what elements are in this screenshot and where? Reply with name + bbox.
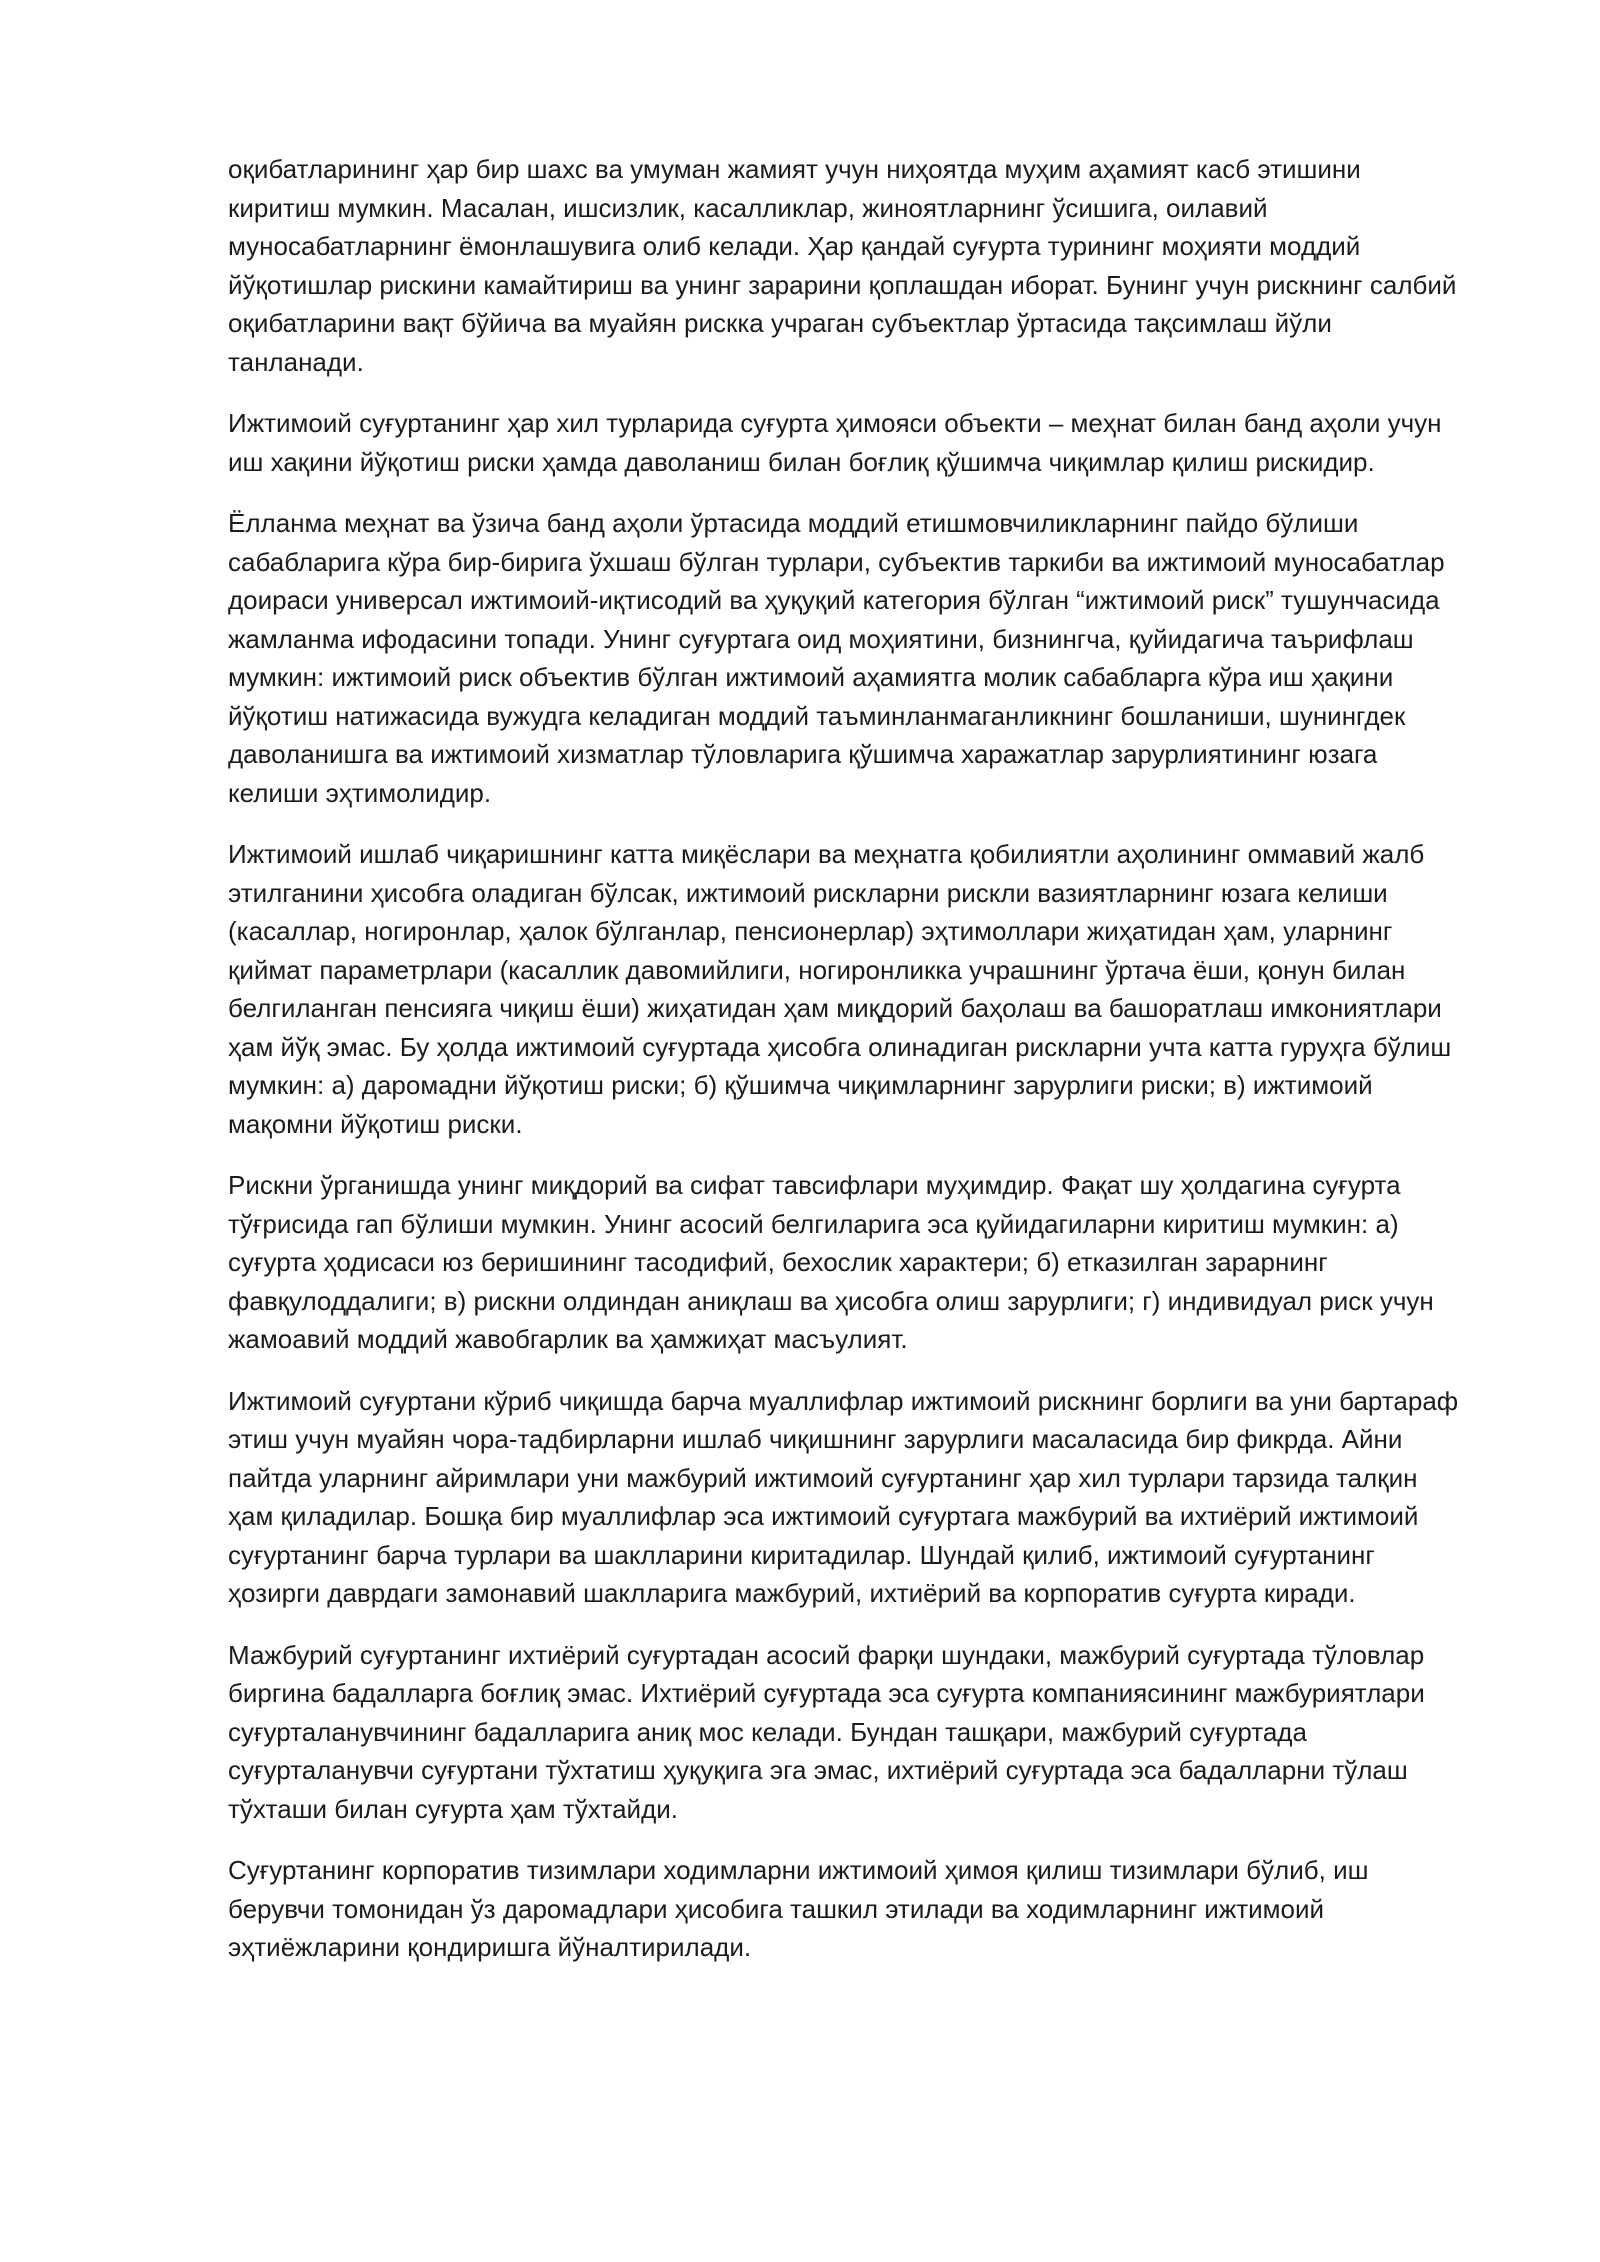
paragraph-1: оқибатларининг ҳар бир шахс ва умуман жамият учун ниҳоятда муҳим аҳамият касб этишини киритиш мумкин. Масалан, ишсизлик, касалликлар, жиноятларнинг ўсишига, оилавий муносабатларнинг ёмонлашувига олиб келади. Ҳар қандай суғурта турининг моҳияти моддий йўқотишлар рискини камайтириш ва унинг зарарини қоплашдан иборат. Бунинг учун рискнинг салбий оқибатларини вақт бўйича ва муайян рискка учраган субъектлар ўртасида тақсимлаш йўли танланади. <box>228 154 1457 377</box>
paragraph-4: Ижтимоий ишлаб чиқаришнинг катта миқёслари ва меҳнатга қобилиятли аҳолининг оммавий жалб этилганини ҳисобга оладиган бўлсак, ижтимоий рискларни рискли вазиятларнинг юзага келиши (касаллар, ногиронлар, ҳалок бўлганлар, пенсионерлар) эҳтимоллари жиҳатидан ҳам, уларнинг қиймат параметрлари (касаллик давомийлиги, ногиронликка учрашнинг ўртача ёши, қонун билан белгиланган пенсияга чиқиш ёши) жиҳатидан ҳам миқдорий баҳолаш ва башоратлаш имкониятлари ҳам йўқ эмас. Бу ҳолда ижтимоий суғуртада ҳисобга олинадиган рискларни учта катта гуруҳга бўлиш мумкин: а) даромадни йўқотиш риски; б) қўшимча чиқимларнинг зарурлиги риски; в) ижтимоий мақомни йўқотиш риски. <box>228 839 1452 1139</box>
paragraph-6: Ижтимоий суғуртани кўриб чиқишда барча муаллифлар ижтимоий рискнинг борлиги ва уни бартараф этиш учун муайян чора-тадбирларни ишлаб чиқишнинг зарурлиги масаласида бир фикрда. Айни пайтда уларнинг айримлари уни мажбурий ижтимоий суғуртанинг ҳар хил турлари тарзида талқин ҳам қиладилар. Бошқа бир муаллифлар эса ижтимоий суғуртага мажбурий ва ихтиёрий ижтимоий суғуртанинг барча турлари ва шаклларини киритадилар. Шундай қилиб, ижтимоий суғуртанинг ҳозирги даврдаги замонавий шаклларига мажбурий, ихтиёрий ва корпоратив суғурта киради. <box>228 1385 1459 1608</box>
paragraph-3: Ёлланма меҳнат ва ўзича банд аҳоли ўртасида моддий етишмовчиликларнинг пайдо бўлиши сабабларига кўра бир-бирига ўхшаш бўлган турлари, субъектив таркиби ва ижтимоий муносабатлар доираси универсал ижтимоий-иқтисодий ва ҳуқуқий категория бўлган “ижтимоий риск” тушунчасида жамланма ифодасини топади. Унинг суғуртага оид моҳиятини, бизнингча, қуйидагича таърифлаш мумкин: ижтимоий риск объектив бўлган ижтимоий аҳамиятга молик сабабларга кўра иш ҳақини йўқотиш натижасида вужудга келадиган моддий таъминланмаганликнинг бошланиши, шунингдек даволанишга ва ижтимоий хизматлар тўловларига қўшимча харажатлар зарурлиятининг юзага келиши эҳтимолидир. <box>228 508 1445 808</box>
paragraph-7: Мажбурий суғуртанинг ихтиёрий суғуртадан асосий фарқи шундаки, мажбурий суғуртада тўловлар биргина бадалларга боғлиқ эмас. Ихтиёрий суғуртада эса суғурта компаниясининг мажбуриятлари суғурталанувчининг бадалларига аниқ мос келади. Бундан ташқари, мажбурий суғуртада суғурталанувчи суғуртани тўхтатиш ҳуқуқига эга эмас, ихтиёрий суғуртада эса бадалларни тўлаш тўхташи билан суғурта ҳам тўхтайди. <box>228 1639 1425 1824</box>
paragraph-5: Рискни ўрганишда унинг миқдорий ва сифат тавсифлари муҳимдир. Фақат шу ҳолдагина суғурта тўғрисида гап бўлиши мумкин. Унинг асосий белгиларига эса қуйидагиларни киритиш мумкин: а) суғурта ҳодисаси юз беришининг тасодифий, бехослик характери; б) етказилган зарарнинг фавқулоддалиги; в) рискни олдиндан аниқлаш ва ҳисобга олиш зарурлиги; г) индивидуал риск учун жамоавий моддий жавобгарлик ва ҳамжиҳат масъулият. <box>228 1170 1434 1354</box>
document-page <box>228 150 1468 1990</box>
paragraph-2: Ижтимоий суғуртанинг ҳар хил турларида суғурта ҳимояси объекти – меҳнат билан банд аҳоли учун иш хақини йўқотиш риски ҳамда даволаниш билан боғлиқ қўшимча чиқимлар қилиш рискидир. <box>228 408 1442 477</box>
paragraph-8: Суғуртанинг корпоратив тизимлари ходимларни ижтимоий ҳимоя қилиш тизимлари бўлиб, иш берувчи томонидан ўз даромадлари ҳисобига ташкил этилади ва ходимларнинг ижтимоий эҳтиёжларини қондиришга йўналтирилади. <box>228 1855 1369 1962</box>
